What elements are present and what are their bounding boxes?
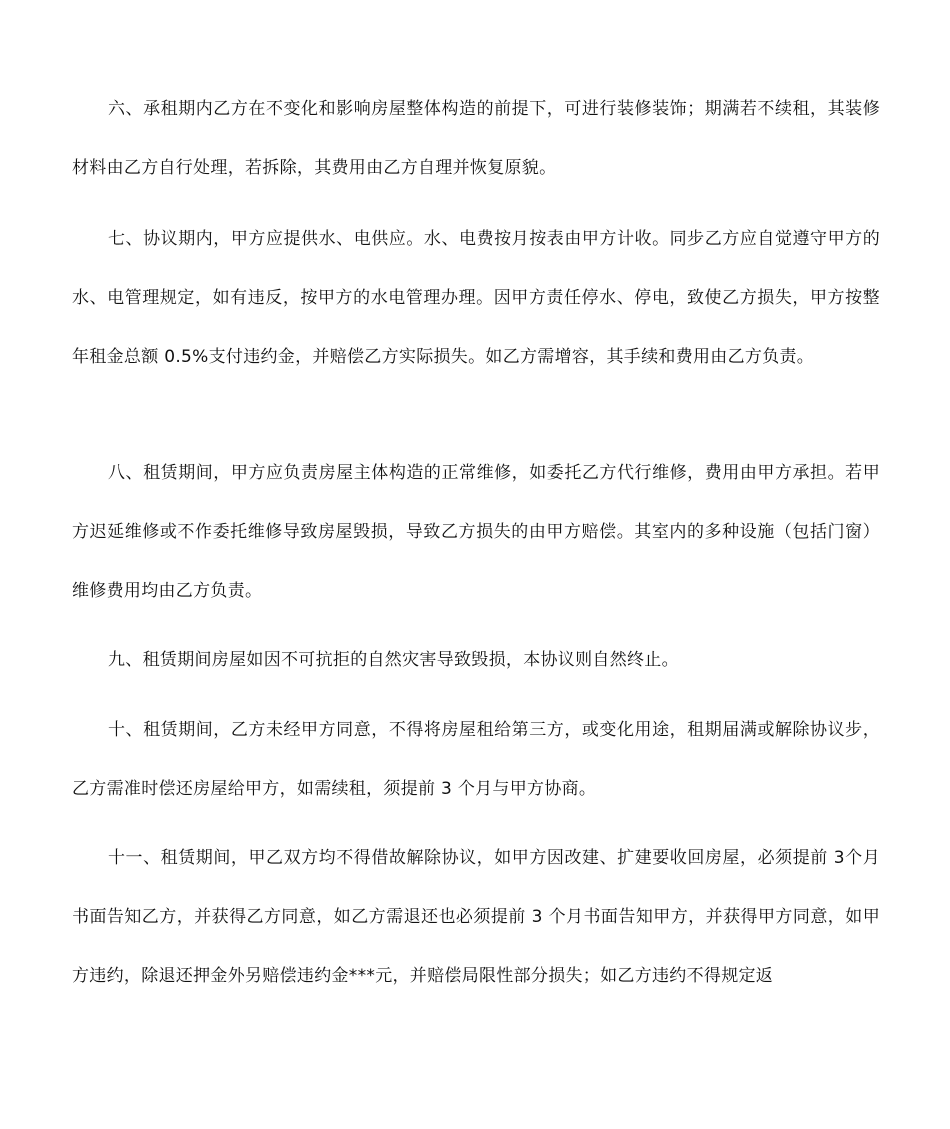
clause-11-paragraph: 十一、租赁期间，甲乙双方均不得借故解除协议，如甲方因改建、扩建要收回房屋，必须提前 3个月书面告知乙方，并获得乙方同意，如乙方需退还也必须提前 3 个月书面告知甲方，并获得甲方同意，如甲方违约，除退还押金外另赔偿违约金***元，并赔偿局限性部分损失；如乙方违约不得规定返 xyxy=(72,848,880,986)
clause-9-paragraph: 九、租赁期间房屋如因不可抗拒的自然灾害导致毁损，本协议则自然终止。 xyxy=(108,650,679,670)
clause-6-paragraph: 六、承租期内乙方在不变化和影响房屋整体构造的前提下，可进行装修装饰；期满若不续租，其装修材料由乙方自行处理，若拆除，其费用由乙方自理并恢复原貌。 xyxy=(72,99,880,178)
clause-10-paragraph: 十、租赁期间，乙方未经甲方同意，不得将房屋租给第三方，或变化用途，租期届满或解除协议步，乙方需准时偿还房屋给甲方，如需续租，须提前 3 个月与甲方协商。 xyxy=(72,720,880,799)
clause-8-paragraph: 八、租赁期间，甲方应负责房屋主体构造的正常维修，如委托乙方代行维修，费用由甲方承担。若甲方迟延维修或不作委托维修导致房屋毁损，导致乙方损失的由甲方赔偿。其室内的多种设施（包括门窗）维修费用均由乙方负责。 xyxy=(72,463,880,601)
clause-7-paragraph: 七、协议期内，甲方应提供水、电供应。水、电费按月按表由甲方计收。同步乙方应自觉遵守甲方的水、电管理规定，如有违反，按甲方的水电管理办理。因甲方责任停水、停电，致使乙方损失，甲方按整年租金总额 0.5%支付违约金，并赔偿乙方实际损失。如乙方需增容，其手续和费用由乙方负责。 xyxy=(72,229,880,367)
